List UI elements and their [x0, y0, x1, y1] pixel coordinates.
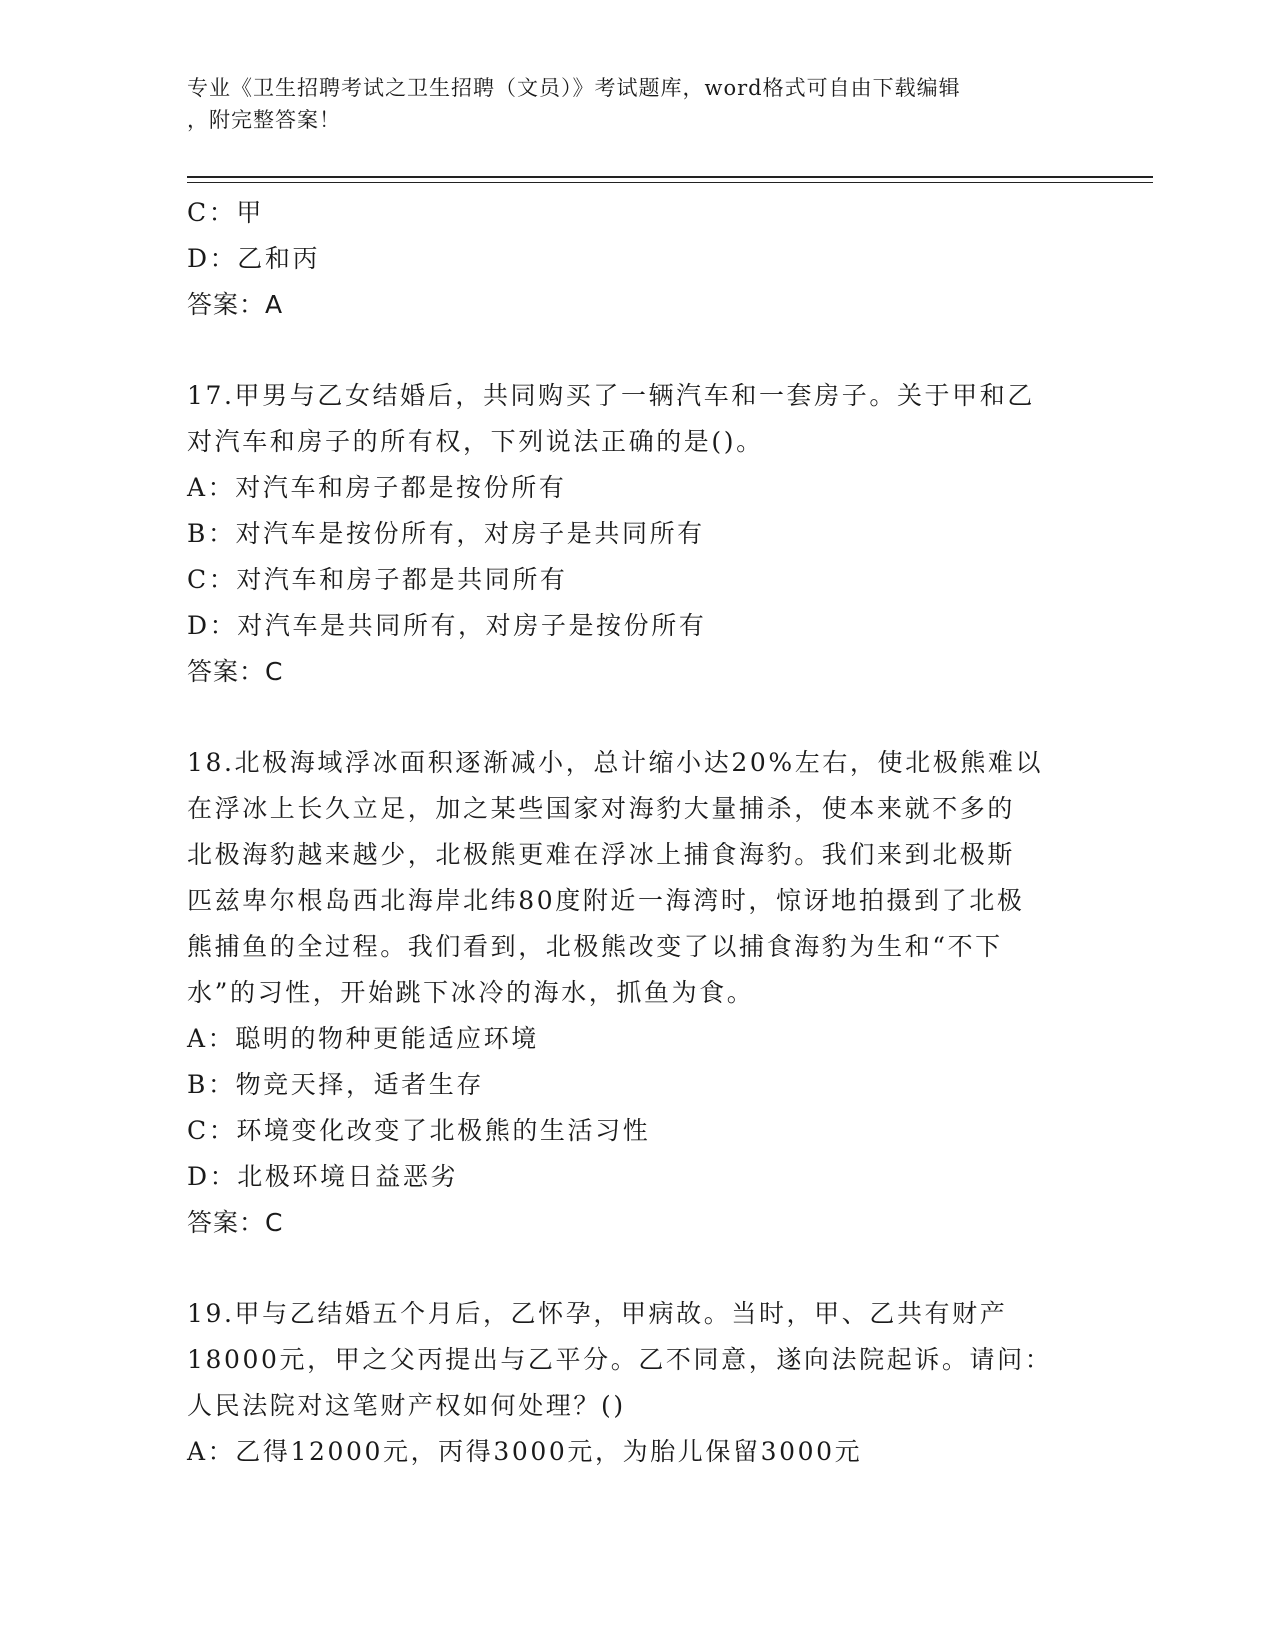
option-b: B：物竞天择，适者生存: [187, 1070, 484, 1099]
option-c: C：甲: [187, 198, 264, 227]
question-text-line: 18000元，甲之父丙提出与乙平分。乙不同意，遂向法院起诉。请问：: [187, 1345, 1053, 1374]
option-a: A：对汽车和房子都是按份所有: [187, 473, 567, 502]
option-a: A：聪明的物种更能适应环境: [187, 1024, 539, 1053]
spacer: [187, 1246, 1077, 1291]
option-a: A：乙得12000元，丙得3000元，为胎儿保留3000元: [187, 1437, 863, 1466]
question-text-line: 对汽车和房子的所有权，下列说法正确的是()。: [187, 427, 764, 456]
option-b: B：对汽车是按份所有，对房子是共同所有: [187, 519, 705, 548]
header-divider-thin: [187, 182, 1153, 183]
option-d: D：乙和丙: [187, 244, 321, 273]
question-18: [187, 740, 1077, 1246]
answer-label: 答案：C: [187, 1208, 284, 1237]
document-header: [187, 72, 1067, 136]
header-line-2: ，附完整答案！: [187, 108, 341, 132]
answer-label: 答案：C: [187, 657, 284, 686]
question-text-line: 熊捕鱼的全过程。我们看到，北极熊改变了以捕食海豹为生和“不下: [187, 932, 1003, 961]
question-text-line: 匹兹卑尔根岛西北海岸北纬80度附近一海湾时，惊讶地拍摄到了北极: [187, 886, 1025, 915]
document-body: [187, 190, 1077, 1475]
question-text-line: 17.甲男与乙女结婚后，共同购买了一辆汽车和一套房子。关于甲和乙: [187, 381, 1035, 410]
question-16-tail: [187, 190, 1077, 328]
header-divider-thick: [187, 176, 1153, 178]
spacer: [187, 695, 1077, 740]
spacer: [187, 328, 1077, 373]
option-c: C：环境变化改变了北极熊的生活习性: [187, 1116, 651, 1145]
option-d: D：对汽车是共同所有，对房子是按份所有: [187, 611, 707, 640]
answer-label: 答案：A: [187, 290, 284, 319]
question-17: [187, 373, 1077, 695]
question-text-line: 人民法院对这笔财产权如何处理？(): [187, 1391, 626, 1420]
question-text-line: 19.甲与乙结婚五个月后，乙怀孕，甲病故。当时，甲、乙共有财产: [187, 1299, 1008, 1328]
question-19: [187, 1291, 1077, 1475]
question-text-line: 北极海豹越来越少，北极熊更难在浮冰上捕食海豹。我们来到北极斯: [187, 840, 1016, 869]
question-text-line: 水”的习性，开始跳下冰冷的海水，抓鱼为食。: [187, 978, 755, 1007]
question-text-line: 18.北极海域浮冰面积逐渐减小，总计缩小达20%左右，使北极熊难以: [187, 748, 1044, 777]
option-d: D：北极环境日益恶劣: [187, 1162, 459, 1191]
question-text-line: 在浮冰上长久立足，加之某些国家对海豹大量捕杀，使本来就不多的: [187, 794, 1016, 823]
header-line-1: 专业《卫生招聘考试之卫生招聘（文员）》考试题库，word格式可自由下载编辑: [187, 76, 961, 100]
option-c: C：对汽车和房子都是共同所有: [187, 565, 568, 594]
